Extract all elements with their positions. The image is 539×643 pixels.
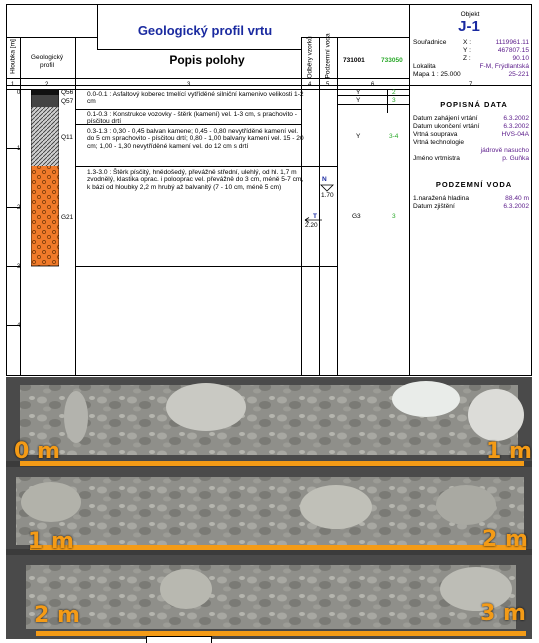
- layer-code-q11: Q11: [61, 134, 73, 141]
- layer4-c6a: G3: [352, 213, 361, 220]
- col-voda-header: Podzemní voda: [324, 33, 332, 79]
- col-popis-line: [301, 37, 302, 376]
- bottom-frame-stub: [146, 636, 212, 643]
- popis-value-1: 6.3.2002: [503, 123, 529, 130]
- layer-desc-1: 0.0-0.1 : Asfaltový koberec tmelící vytříděné silniční kamenivo velikosti 1-2 cm: [87, 91, 304, 106]
- lokalita-value: F-M, Frýdlantská: [479, 63, 529, 70]
- layer-sep-3: [75, 166, 337, 167]
- voda-label-1: Datum zjištění: [413, 203, 455, 210]
- geological-column: [31, 89, 59, 269]
- left-header-top: [7, 37, 97, 38]
- layer-sep-1: [75, 109, 301, 110]
- layer-desc-4: 1.3-3.0 : Štěrk písčitý, hnědošedý, převážně střední, ulehlý, od hl. 1,7 m zvodnělý, klastika oprac. i polooprac vel. převážně do 3 cm, méně 5-7 cm, k bázi od hloubky 2,2 m hrubý až balvanitý (7 - 10 cm, méně 5 cm): [87, 169, 304, 191]
- layer-sep-4: [75, 266, 337, 267]
- photo-marker-2m-left: 2 m: [34, 603, 80, 628]
- right-panel-divider: [409, 5, 410, 376]
- col6-sep-b: [337, 104, 409, 105]
- depth-tick-0: 0: [17, 90, 21, 96]
- popis-value-2: HVS-04A: [501, 131, 529, 138]
- col-geologicky-header: Geologický profil: [30, 54, 64, 69]
- colnum-2: 2: [45, 82, 49, 88]
- layer-desc-2: 0.1-0.3 : Konstrukce vozovky - štěrk (kamení) vel. 1-3 cm, s prachovito - písčitou drtí: [87, 111, 297, 126]
- water-n-label: N: [322, 176, 327, 183]
- colnum-7: 7: [469, 82, 473, 88]
- mapa-label: Mapa 1 : 25.000: [413, 71, 461, 78]
- layer-stones: [31, 107, 59, 166]
- colnum-bottom-line: [7, 85, 532, 86]
- col-odbery-header: Odběry vzorků: [306, 36, 314, 79]
- depth-mark-2: [7, 207, 20, 208]
- colnum-3: 3: [187, 82, 191, 88]
- col-voda-line: [337, 37, 338, 376]
- layer-asphalt: [31, 89, 59, 95]
- photo-scale-bar-1: [20, 461, 524, 466]
- x-label: X :: [463, 39, 472, 46]
- popis-label-5: Jméno vrtmistra: [413, 155, 460, 162]
- z-value: 90.10: [512, 55, 529, 62]
- layer-road-base: [31, 95, 59, 107]
- depth-tick-4: 4: [17, 323, 21, 329]
- header-bottom-line: [7, 78, 409, 79]
- popis-value-0: 6.3.2002: [503, 115, 529, 122]
- y-label: Y :: [463, 47, 471, 54]
- layer3-c6a: Y: [356, 133, 361, 140]
- layer4-c6b: 3: [392, 213, 396, 220]
- water-t-label: T: [313, 213, 317, 220]
- voda-value-0: 88.40 m: [505, 195, 529, 202]
- depth-tick-2: 2: [17, 205, 21, 211]
- geological-profile-sheet: [6, 4, 532, 376]
- photo-marker-2m-right: 2 m: [482, 527, 528, 552]
- mapa-value: 25-221: [508, 71, 529, 78]
- col6-sep-a: [337, 95, 409, 96]
- popis-value-5: p. Guňka: [502, 155, 529, 162]
- water-n-depth: 1.70: [321, 192, 334, 199]
- code-left: 731001: [343, 57, 365, 64]
- voda-label-0: 1.naražená hladina: [413, 195, 470, 202]
- depth-mark-1: [7, 148, 20, 149]
- layer1-c6b: 2: [392, 89, 396, 96]
- object-name: J-1: [458, 18, 480, 35]
- popis-label-2: Vrtná souprava: [413, 131, 458, 138]
- layer-code-g21: G21: [61, 214, 74, 221]
- depth-mark-3: [7, 266, 20, 267]
- voda-value-1: 6.3.2002: [503, 203, 529, 210]
- colnum-1: 1: [11, 82, 15, 88]
- popis-label-1: Datum ukončení vrtání: [413, 123, 480, 130]
- photo-marker-1m-right: 1 m: [486, 439, 532, 464]
- lokalita-label: Lokalita: [413, 63, 436, 70]
- page-title: Geologický profil vrtu: [137, 23, 273, 38]
- layer-desc-3: 0.3-1.3 : 0,30 - 0,45 balvan kamene; 0,45 - 0,80 nevytříděné kamení vel. do 5 cm sprachovito - písčitou drtí; 0,80 - 1,00 balvany kamení vel. 15 - 20 cm; 1,00 - 1,30 nevytříděné kamení vel. do 12 cm s drtí: [87, 128, 304, 150]
- col-geo-line: [75, 37, 76, 376]
- core-photo-graphic: [6, 377, 532, 639]
- col-hloubka-header: Hloubka [m]: [9, 39, 17, 74]
- popis-header: Popis polohy: [169, 53, 245, 67]
- layer-gravel: [31, 166, 59, 266]
- colnum-5: 5: [326, 82, 330, 88]
- photo-marker-0m: 0 m: [14, 439, 60, 464]
- photo-scale-bar-2: [30, 545, 526, 550]
- photo-marker-3m-right: 3 m: [480, 601, 526, 626]
- layer2-c6a: Y: [356, 97, 361, 104]
- z-label: Z :: [463, 55, 471, 62]
- layer2-c6b: 3: [392, 97, 396, 104]
- x-value: 1119961.11: [495, 39, 529, 46]
- col6-split: [387, 89, 388, 113]
- podzemni-voda-title: PODZEMNÍ VODA: [435, 180, 513, 189]
- depth-tick-3: 3: [17, 264, 21, 270]
- title-left-line: [97, 5, 98, 49]
- photo-scale-bar-3: [36, 631, 526, 636]
- title-bottom-line: [97, 49, 301, 50]
- photo-marker-1m-left: 1 m: [28, 529, 74, 554]
- core-box-photo: [6, 377, 532, 639]
- y-value: 467807.15: [497, 47, 529, 54]
- popisna-data-title: POPISNÁ DATA: [440, 100, 508, 109]
- layer-code-q57: Q57: [61, 98, 74, 105]
- depth-mark-4: [7, 325, 20, 326]
- depth-tick-1: 1: [17, 146, 21, 152]
- code-right: 733050: [381, 57, 403, 64]
- popis-value-4: jádrově nasucho: [480, 147, 529, 154]
- souradnice-label: Souřadnice: [413, 39, 447, 46]
- water-t-depth: 2.20: [305, 222, 318, 229]
- col-odbery-line: [319, 37, 320, 376]
- popis-label-0: Datum zahájení vrtání: [413, 115, 478, 122]
- layer3-c6b: 3-4: [389, 133, 399, 140]
- colnum-4: 4: [308, 82, 312, 88]
- right-header-top: [301, 37, 409, 38]
- object-label: Objekt: [460, 11, 480, 18]
- water-level-icon: [320, 184, 334, 192]
- layer-code-q56: Q56: [61, 89, 74, 96]
- popis-label-3: Vrtná technologie: [413, 139, 465, 146]
- colnum-6: 6: [371, 82, 375, 88]
- layer1-c6a: Y: [356, 89, 361, 96]
